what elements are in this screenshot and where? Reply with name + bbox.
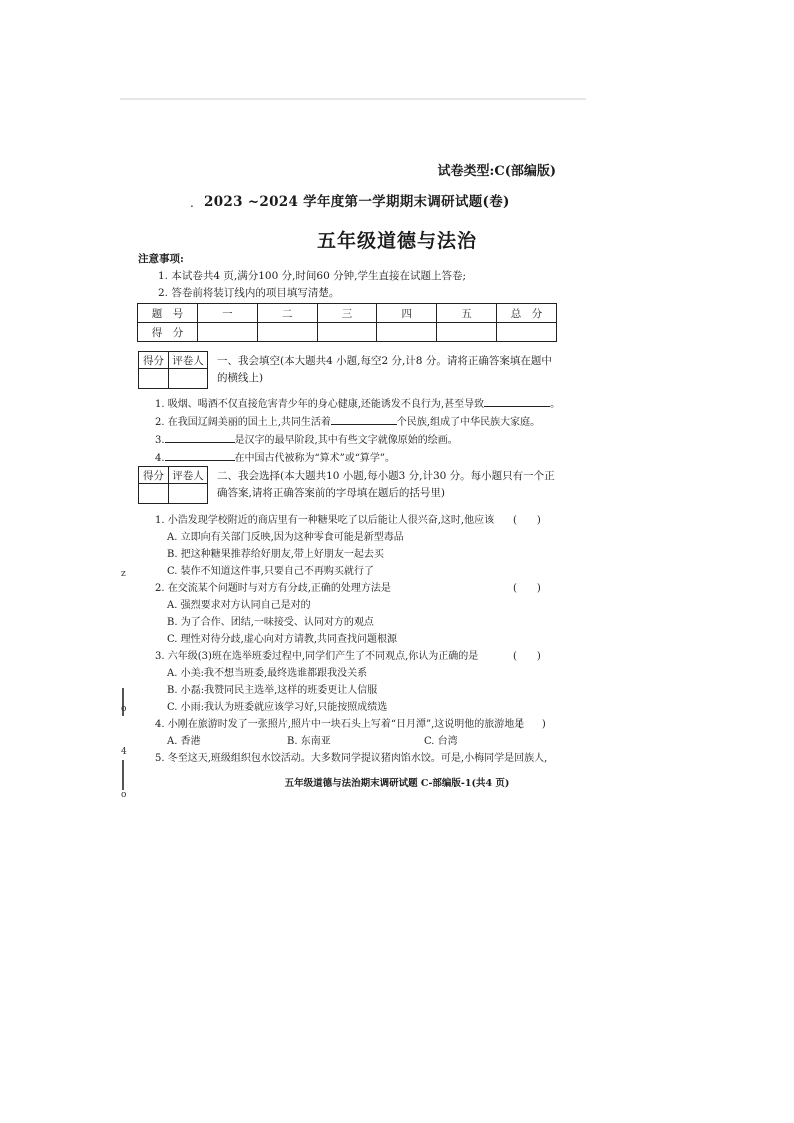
choice-option: C. 台湾 <box>424 736 458 747</box>
binding-margin-mark: o <box>121 704 127 714</box>
score-cell[interactable] <box>257 323 317 342</box>
choice-option: C. 小雨:我认为班委就应该学习好,只能按照成绩选 <box>167 702 388 713</box>
binding-margin-mark: o <box>121 790 127 800</box>
question-text: 2. 在我国辽阔美丽的国土上,共同生活着 <box>155 417 331 428</box>
binding-line <box>122 760 124 790</box>
score-table-header: 总 分 <box>496 304 556 323</box>
exam-subtitle: 2023 ~2024 学年度第一学期期末调研试题(卷) <box>204 194 510 210</box>
choice-question-stem: 4. 小刚在旅游时发了一张照片,照片中一块石头上写着“日月潭”,这说明他的旅游地是 <box>155 719 525 730</box>
notice-item: 1. 本试卷共4 页,满分100 分,时间60 分钟,学生直接在试题上答卷; <box>158 270 467 282</box>
choice-option: A. 立即向有关部门反映,因为这种零食可能是新型毒品 <box>167 532 404 543</box>
score-table-header: 二 <box>257 304 317 323</box>
choice-option: B. 把这种糖果推荐给好朋友,带上好朋友一起去买 <box>167 549 384 560</box>
choice-option: C. 理性对待分歧,虚心向对方请教,共同查找问题根源 <box>167 634 398 645</box>
grader-name-label: 评卷人 <box>169 467 208 484</box>
top-divider <box>120 98 586 100</box>
score-table-header: 五 <box>437 304 497 323</box>
notice-item: 2. 答卷前将装订线内的项目填写清楚。 <box>158 287 340 299</box>
grader-name-cell[interactable] <box>169 484 208 504</box>
stray-dot: . <box>190 196 194 210</box>
question-text: 4. <box>155 453 165 464</box>
grader-name-cell[interactable] <box>169 369 208 389</box>
question-text: 是汉字的最早阶段,其中有些文字就像原始的绘画。 <box>234 435 458 446</box>
notice-title: 注意事项: <box>138 253 184 265</box>
binding-margin-mark: 4 <box>121 747 127 757</box>
fill-question <box>155 449 395 464</box>
score-row-label: 得 分 <box>138 323 198 342</box>
choice-option: C. 装作不知道这件事,只要自己不再购买就行了 <box>167 566 374 577</box>
grader-box <box>138 351 208 389</box>
question-text: 3. <box>155 435 165 446</box>
choice-option: B. 为了合作、团结,一味接受、认同对方的观点 <box>167 617 374 628</box>
score-cell[interactable] <box>198 323 258 342</box>
question-text: 。 <box>550 399 561 410</box>
choice-question-stem: 2. 在交流某个问题时与对方有分歧,正确的处理方法是 <box>155 583 391 594</box>
choice-option: A. 香港 <box>167 736 201 747</box>
answer-blank[interactable] <box>165 449 235 461</box>
grader-box <box>138 466 208 504</box>
choice-option: A. 强烈要求对方认同自己是对的 <box>167 600 311 611</box>
score-cell[interactable] <box>317 323 377 342</box>
score-table <box>137 303 557 342</box>
grader-name-label: 评卷人 <box>169 352 208 369</box>
binding-margin-mark: z <box>121 569 126 579</box>
answer-blank[interactable] <box>165 431 235 443</box>
answer-blank[interactable] <box>331 413 397 425</box>
page-footer: 五年级道德与法治期末调研试题 C-部编版-1(共4 页) <box>284 778 510 789</box>
choice-question-stem: 3. 六年级(3)班在选举班委过程中,同学们产生了不同观点,你认为正确的是 <box>155 651 479 662</box>
question-text: 在中国古代被称为“算术”或“算学”。 <box>234 453 395 464</box>
section1-heading: 一、我会填空(本大题共4 小题,每空2 分,计8 分。请将正确答案填在题中的横线上) <box>217 355 552 384</box>
choice-question-stem: 1. 小浩发现学校附近的商店里有一种糖果吃了以后能让人很兴奋,这时,他应该 <box>155 515 495 526</box>
grader-score-cell[interactable] <box>139 369 169 389</box>
score-table-header: 三 <box>317 304 377 323</box>
score-table-header: 四 <box>377 304 437 323</box>
question-text: 1. 吸烟、喝酒不仅直接危害青少年的身心健康,还能诱发不良行为,甚至导致 <box>155 399 485 410</box>
choice-option: B. 小磊:我赞同民主选举,这样的班委更让人信服 <box>167 685 378 696</box>
grader-score-label: 得分 <box>139 352 169 369</box>
answer-blank[interactable] <box>484 395 550 407</box>
section2-heading: 二、我会选择(本大题共10 小题,每小题3 分,计30 分。每小题只有一个正确答案,请将正确答案前的字母填在题后的括号里) <box>217 470 555 499</box>
choice-question-stem: 5. 冬至这天,班级组织包水饺活动。大多数同学提议猪肉馅水饺。可是,小梅同学是回族人, <box>155 753 548 764</box>
fill-question <box>155 431 458 446</box>
choice-option: B. 东南亚 <box>287 736 331 747</box>
answer-paren[interactable]: ( ) <box>518 719 546 730</box>
grader-score-cell[interactable] <box>139 484 169 504</box>
fill-question <box>155 413 540 428</box>
score-table-header: 一 <box>198 304 258 323</box>
page-title: 五年级道德与法治 <box>316 230 477 252</box>
score-cell[interactable] <box>496 323 556 342</box>
grader-score-label: 得分 <box>139 467 169 484</box>
choice-option: A. 小美:我不想当班委,最终选谁都跟我没关系 <box>167 668 368 679</box>
answer-paren[interactable]: ( ) <box>513 651 541 662</box>
score-cell[interactable] <box>437 323 497 342</box>
question-text: 个民族,组成了中华民族大家庭。 <box>396 417 541 428</box>
score-cell[interactable] <box>377 323 437 342</box>
answer-paren[interactable]: ( ) <box>513 583 541 594</box>
fill-question <box>155 395 560 410</box>
score-table-header: 题 号 <box>138 304 198 323</box>
exam-type: 试卷类型:C(部编版) <box>437 164 556 179</box>
answer-paren[interactable]: ( ) <box>513 515 541 526</box>
